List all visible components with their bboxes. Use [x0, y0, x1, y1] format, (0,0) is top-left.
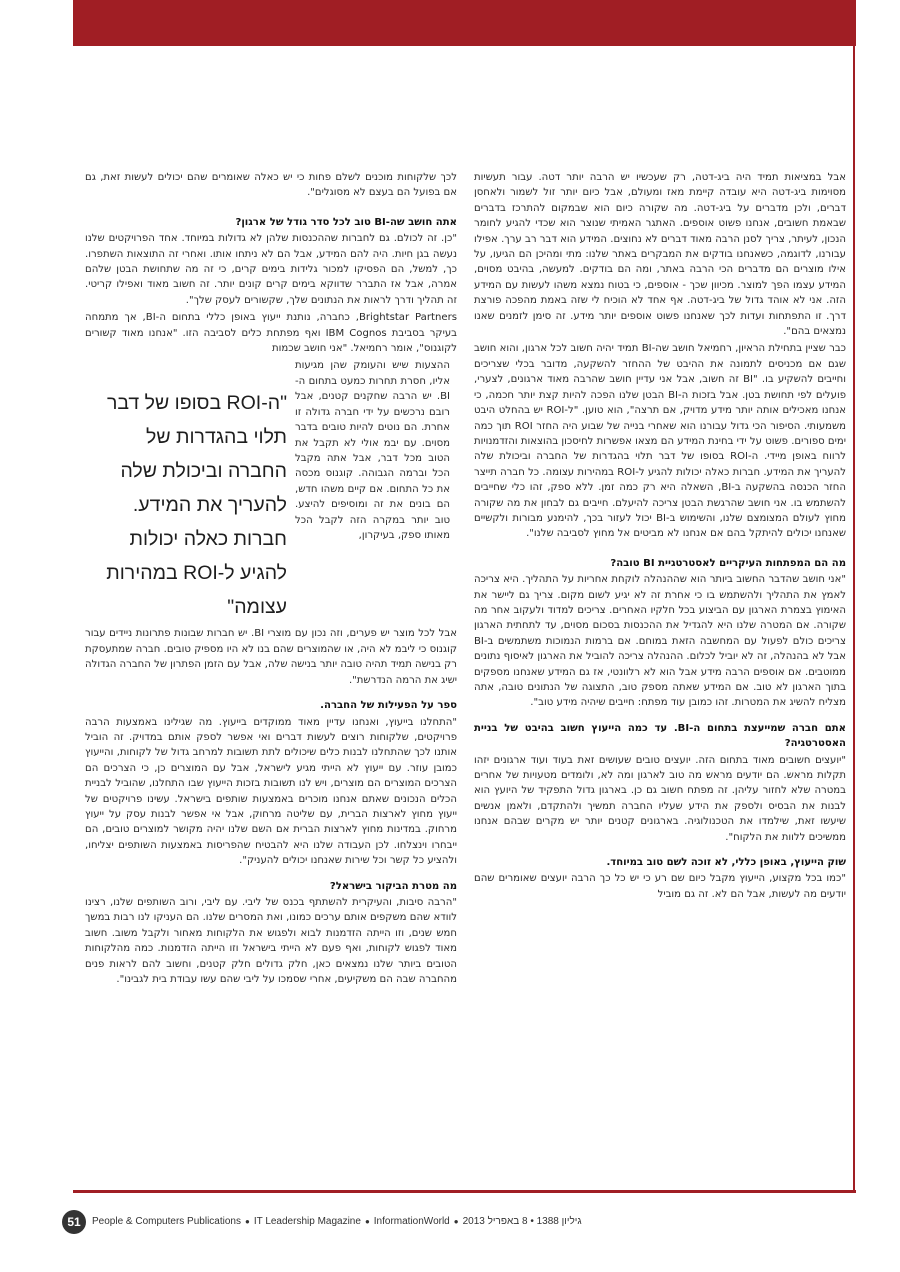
article-column-left [85, 170, 457, 989]
paragraph: "יועצים חשובים מאוד בתחום הזה. יועצים טובים שעושים זאת בעוד ועוד ארגונים יזהו תקלות מראש. הם יודעים מראש מה טוב לארגון ומה לא, ולומדים מטעויות של אחרים במטרה שלא לחזור עליהן. זה מפתח חשוב גם כן. בארגון גדול התפקיד של היועץ הוא לבנות את הבסיס ולספק את הידע שעליו החברה תמשיך ולהתקדם, ולאמן אנשים שיעשו זאת, שילמדו את הטכנולוגיה. בארגונים קטנים יותר יש מקרים שבהם אנחנו ממשיכים ללוות את הלקוח". [474, 754, 846, 843]
footer-publisher: People & Computers Publications [92, 1216, 241, 1227]
interview-question: אתם חברה שמייעצת בתחום ה-BI. עד כמה הייעוץ חשוב בהיבט של בניית האסטרטגיה? [474, 722, 846, 750]
paragraph: "כן. זה לכולם. גם לחברות שההכנסות שלהן לא גדולות במיוחד. אחד הפרויקטים שלנו נעשה בגן חיות. היה להם המידע, אבל הם לא ניתחו אותו. ואחרי זה התוצאות השתפרו. כך, למשל, הם הפסיקו למכור גלידות בימים קרים, כי זה מה שתחושת הבטן שלהם אמרה, אבל אז התברר שדווקא בימים קרים קונים יותר. זה חשוב מאוד ואפילו קריטי. זה תהליך ודרך לראות את הנתונים שלך, שקשורים לעסק שלך". [85, 233, 457, 306]
paragraph: כבר שציין בתחילת הראיון, רחמיאל חושב שה-BI תמיד יהיה חשוב לכל ארגון, והוא חושב שגם אם מכניסים לתמונה את ההיבט של ההחזר להשקעה, מדובר בכלי שצריכים וחייבים להשקיע בו. "BI זה חשוב, אבל אני עדיין חושב שהרבה מאוד ארגונים, לצערי, פועלים לפי תחושת בטן. אבל בזכות ה-BI הבטן שלנו הפכה להיות קצת יותר חכמה, כי אנחנו מאכילים אותה יותר מידע מדויק, אם תרצה", הוא טוען. "ל-ROI יש בהחלט היבט משמעותי. הסיפור הכי גדול עבורנו הוא שאחרי בנייה של שבוע היה החזר ROI תוך כמה ימים ספורים. פשוט על ידי בחינת המידע הם מצאו אפשרות לחיסכון בהוצאות והזדמנויות לרווח באופן מיידי. ה-ROI בסופו של דבר תלוי בהגדרות של החברה וביכולת שלה להעריך את המידע. חברות כאלה יכולות להגיע ל-ROI במהירות עצומה. כל חברה תייצר החזר הכנסה בהשקעה ב-BI, השאלה היא רק כמה זמן. ללא ספק, זהו כלי שחייבים להשתמש בו. אני חושב שהרגשת הבטן צריכה להיעלם. חייבים גם לבחון את מה שקורה מחוץ לעולם המצומצם שלנו, והשימוש ב-BI יכול לעזור בכך, להימנע מבורות ולקשיים שאנחנו יכולים להיתקל בהם אם אנחנו לא מביטים אל מחוץ לסביבה שלנו". [474, 343, 847, 540]
footer-magazine: IT Leadership Magazine [253, 1216, 361, 1227]
footer-issue: גיליון 1388 • 8 באפריל 2013 [462, 1216, 582, 1227]
pull-quote: "ה-ROI בסופו של דבר תלוי בהגדרות של החברה וביכולת שלה להעריך את המידע. חברות כאלה יכולות להגיע ל-ROI במהירות עצומה" [106, 392, 287, 619]
footer-site: InformationWorld [373, 1216, 450, 1227]
interview-question: מה הם המפתחות העיקריים לאסטרטגיית BI טובה? [610, 557, 846, 569]
paragraph: Brightstar Partners, כחברה, נותנת ייעוץ באופן כללי בתחום ה-BI, אך מתמחה בעיקר בסביבת IBM Cognos ואף מפתחת כלים לסביבה הזו. "אנחנו מאוד קשורים לקוגנוס", אומר רחמיאל. "אני חושב שכמות [85, 312, 457, 355]
bullet-icon: ● [364, 1217, 370, 1226]
pullquote-block [85, 358, 457, 624]
paragraph: "כמו בכל מקצוע, הייעוץ מקבל כיום שם רע כי יש כל כך הרבה יועצים שאומרים שהם יודעים מה לעשות, אבל הם לא. זה גם מוביל [474, 873, 846, 900]
paragraph: "אני חושב שהדבר החשוב ביותר הוא שההנהלה לוקחת אחריות על התהליך. היא צריכה לאמץ את התהליך ולהשתמש בו כי אחרת זה לא יגיע לשום מקום. צריך גם ליישר את האימוץ בצמרת הארגון עם הביצוע בכל חלקיו האחרים. צריכים למדוד ולעקוב אחר מה שקורה. אם המטרה שלנו היא להגדיל את ההכנסות בסכום מסוים, עד לתחתית הארגון צריכים כולם לפעול עם המחשבה הזאת במוחם. אם ברמות הנמוכות משתמשים ב-BI אבל לא בהנהלה, זה לא יוביל לכלום. ההנהלה צריכה להוביל את הארגון לאיסוף נתונים ממוטבים. אם אוספים הרבה מידע אבל הוא לא רלוונטי, אז גם המידע שאנחנו מספקים בתוך הארגון לא טוב. אם המידע שאתה מספק טוב, התצוגה של הנתונים טובה, אתה מצליח להשיג את המטרות. זהו כמובן עוד מפתח: חייבים שיהיה מידע טוב". [474, 574, 846, 709]
paragraph: "הרבה סיבות, והעיקרית להשתתף בכנס של ליבי. עם ליבי, ורוב השותפים שלנו, רצינו לוודא שהם משקפים אותם ערכים כמונו, ואת המסרים שלנו. הם העניקו לנו רבות במשך חמש שנים, וזו הייתה הזדמנות לבוא ולפגוש את הלקוחות מאחור ולקבל משוב. חשוב מאוד לפגוש לקוחות, ואף פעם לא הייתי בישראל וזו הייתה הזדמנות. כמה מהלקוחות הטובים ביותר שלנו נמצאים כאן, חלק גדולים חלק קטנים, וחשוב להם לראות פנים מהחברה שבה הם משקיעים, אחרי שסמכו על ליבי שהם עשו עבודת בית לגבינו". [85, 896, 457, 985]
header-accent-bar [73, 0, 856, 46]
right-accent-rule [853, 46, 855, 1192]
paragraph: ההצעות שיש והעומק שהן מגיעות אליו, חסרת תחרות כמעט בתחום ה-BI. יש הרבה שחקנים קטנים, אבל רובם נרכשים על ידי חברה גדולה זו אחרת. הם נוטים להיות טובים בדבר מסוים. עם יבמ אולי לא תקבל את הטוב מכל דבר, אבל אתה מקבל הכל וברמה הגבוהה. קוגנוס מכסה את כל התחום. אם קיים משהו חדש, הם בונים את זה ומוסיפים להיצע. טוב יותר במקרה הזה לקבל הכל מאותו ספק, בעיקרון, [295, 360, 450, 541]
interview-question: שוק הייעוץ, באופן כללי, לא זוכה לשם טוב במיוחד. [606, 857, 846, 869]
paragraph: אבל לכל מוצר יש פערים, וזה נכון עם מוצרי BI. יש חברות שבונות פתרונות ניידים עבור קוגנוס כי ליבמ לא היה, או שהמוצרים שהם בנו לא היו מספיק טובים. חברה שמתעסקת רק בנישה תמיד תהיה טובה יותר בנישה שלה, אבל עם הזמן הפתרון של החברה הגדולה ישיג את הרמה הנדרשת". [85, 628, 457, 686]
paragraph: לכך שלקוחות מוכנים לשלם פחות כי יש כאלה שאומרים שהם יכולים לעשות זאת, גם אם בפועל הם בעצם לא מסוגלים". [85, 172, 457, 199]
page-footer [62, 1210, 852, 1238]
bullet-icon: ● [453, 1217, 459, 1226]
interview-question: מה מטרת הביקור בישראל? [329, 880, 457, 892]
interview-question: אתה חושב שה-BI טוב לכל סדר גודל של ארגון? [235, 216, 457, 228]
interview-question: ספר על הפעילות של החברה. [320, 700, 457, 712]
footer-accent-rule [73, 1190, 856, 1193]
paragraph: "התחלנו בייעוץ, ואנחנו עדיין מאוד ממוקדים בייעוץ. מה שגילינו באמצעות הרבה פרויקטים, שלקוחות רוצים לעשות דברים ואי אפשר לספק אותם במדויק. זה הוביל אותנו לכך שהתחלנו לבנות כלים שיכולים לתת תשובות למרחב גדול של לקוחות, והייעוץ כמובן עוזר. עם ייעוץ לא הייתי מגיע לישראל, אבל עם המוצרים כן, כי הצרכים הם הצרכים המוצרים הם מוצרים, ויש לנו תשובות בזכות הייעוץ שבו התחלנו, שהוביל לבניית הכלים הנכונים שאתם אנחנו מוכרים באמצעות שותפים בישראל. עשינו פרויקטים של ייעוץ מחוץ לארצות הברית, עם שליטה מרחוק, אבל אי אפשר לבנות עסק על ייעוץ מרחוק. במדינות מחוץ לארצות הברית אם השם שלנו יהיה מקושר למוצרים טובים, הם ייבחרו וינצלחו. לכן העבודה שלנו היא להבטיח שהפריסות באמצעות השותפים יצליחו, ולהציע כל קשר וכל שירות שאנחנו יכולים להעניק". [85, 716, 457, 867]
page-number: 51 [62, 1210, 86, 1234]
bullet-icon: ● [244, 1217, 250, 1226]
footer-credits [92, 1216, 582, 1227]
article-column-right [474, 170, 846, 904]
paragraph: אבל במציאות תמיד היה ביג-דטה, רק שעכשיו יש הרבה יותר דטה. עבור תעשיות מסוימות ביג-דטה היא עובדה קיימת מאז ומעולם, אבל כיום יותר זול לשמור ולאחסן דברים, ולכן מדברים על ביג-דטה. מה שקורה כיום הוא שבמקום להתרכז בדברים שבאמת חשובים, אנחנו פשוט אוספים. האתגר האמיתי שנוצר הוא שכדי להגיע לחומר הנכון, לעיתר, צריך לסנן הרבה מאוד דברים לא נחוצים. המידע הוא דבר רב ערך. אפילו עבורנו, לדוגמה, כשאנחנו בודקים את המבקרים באתר שלנו: מתי ומהיכן הם הגיעו, על אילו מוצרים הם מדברים הכי הרבה באתר, ומה הם בודקים. למעשה, בהיבט מסוים, המידע עצמו הפך למוצר. מכיוון שכך - אוספים, כי בטוח נמצא משהו לעשות עם המידע הזה. אני לא אוהד גדול של ביג-דטה. אף אחד לא הוכיח לי שזה באמת מהפכה פורצת דרך. זו התפתחות ועדות לכך שאנחנו פשוט אוספים יותר מידע. זה סימן לזמנים שאנו נמצאים בהם". [474, 172, 846, 338]
